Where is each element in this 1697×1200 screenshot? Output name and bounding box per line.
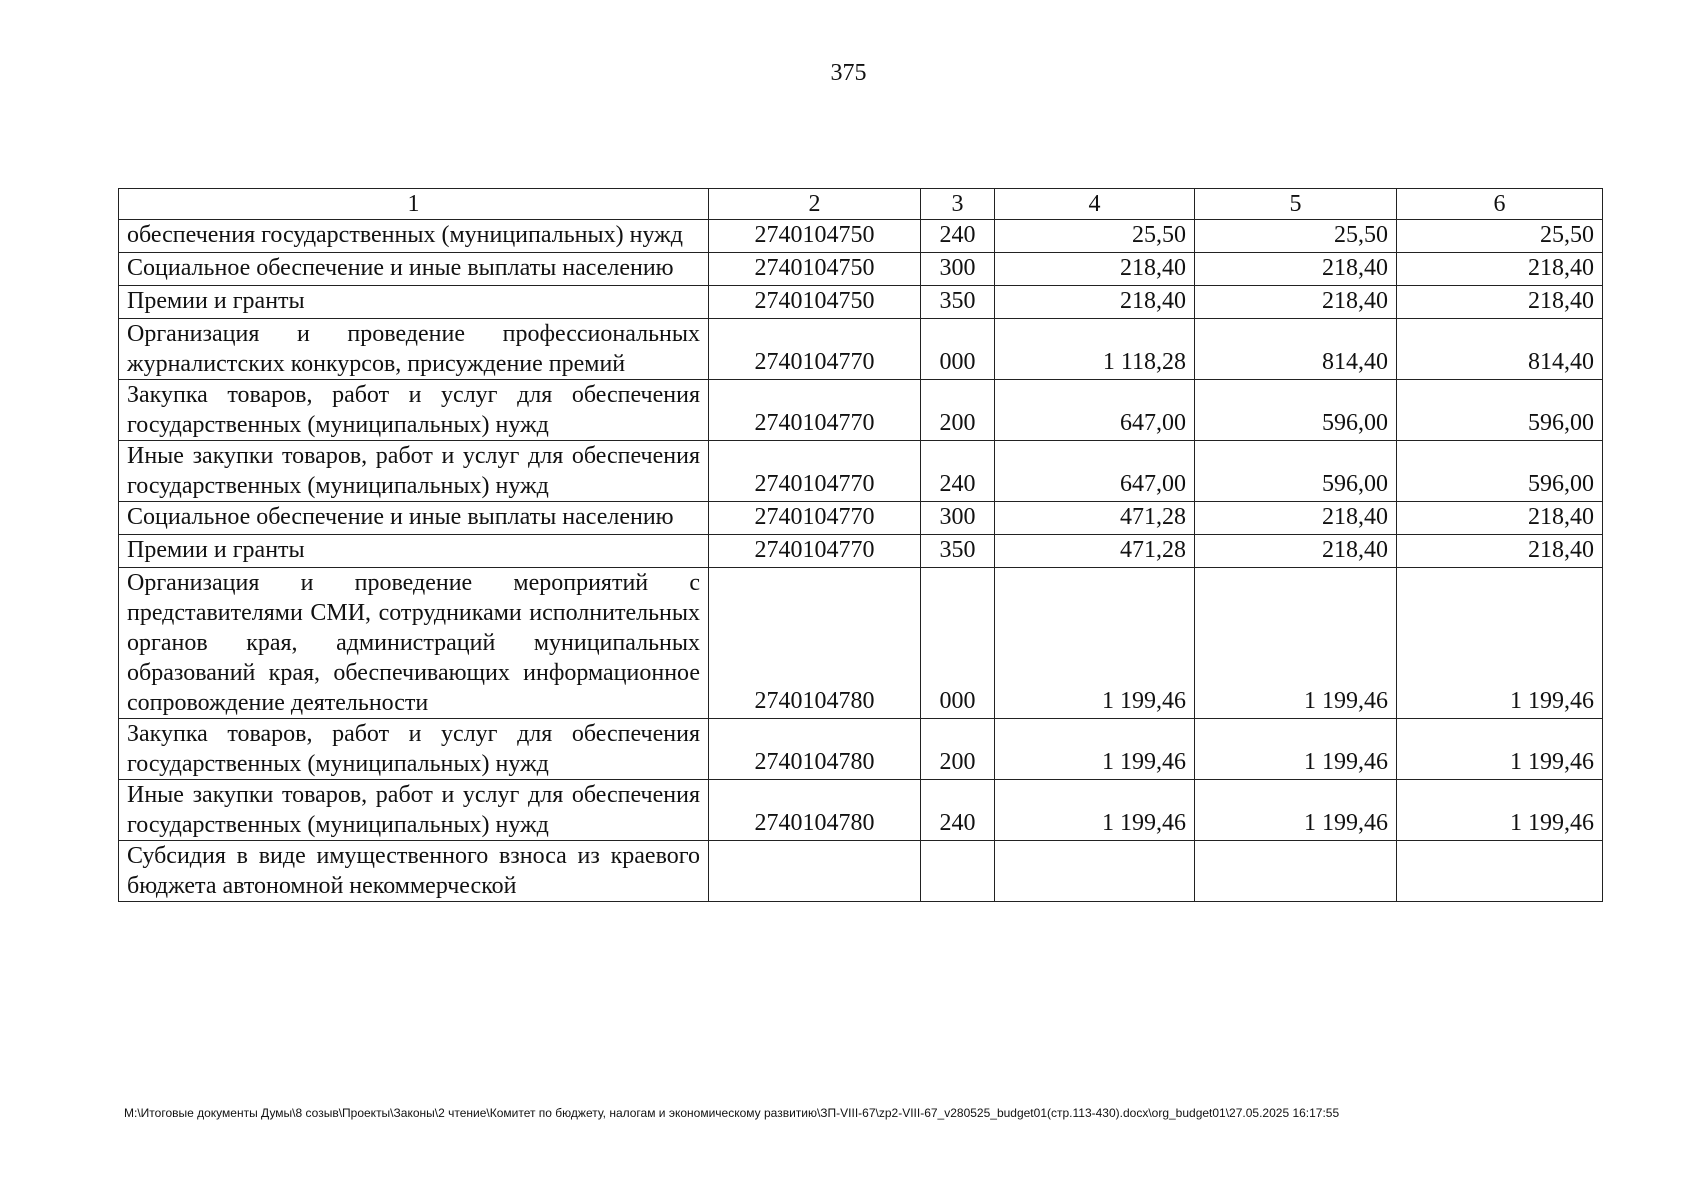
row-expense-type-cell: 300: [921, 502, 995, 535]
row-name-cell: Премии и гранты: [119, 535, 709, 568]
row-amount-1-cell: 1 199,46: [995, 780, 1195, 841]
header-col-5: 5: [1195, 189, 1397, 220]
footer-file-path: M:\Итоговые документы Думы\8 созыв\Проекты\Законы\2 чтение\Комитет по бюджету, налогам и экономическому развитию\ЗП-VIII-67\zp2-VIII-67_v280525_budget01(стр.113-430).docx\org_budget01\27.05.2025 16:17:55: [124, 1106, 1340, 1120]
table-row: [119, 319, 1603, 380]
table-row: [119, 502, 1603, 535]
row-amount-1-cell: 1 199,46: [995, 568, 1195, 719]
row-code-cell: 2740104770: [709, 535, 921, 568]
table-row: [119, 286, 1603, 319]
row-amount-1-cell: 647,00: [995, 380, 1195, 441]
header-col-1: 1: [119, 189, 709, 220]
table-row: [119, 380, 1603, 441]
row-amount-1-cell: 1 118,28: [995, 319, 1195, 380]
header-col-2: 2: [709, 189, 921, 220]
table-row: [119, 441, 1603, 502]
row-amount-3-cell: 218,40: [1397, 535, 1603, 568]
row-amount-3-cell: [1397, 841, 1603, 902]
row-amount-3-cell: 596,00: [1397, 380, 1603, 441]
row-name-cell: обеспечения государственных (муниципальных) нужд: [119, 220, 709, 253]
row-amount-1-cell: [995, 841, 1195, 902]
row-code-cell: 2740104750: [709, 286, 921, 319]
row-name-cell: Организация и проведение мероприятий с представителями СМИ, сотрудниками исполнительных органов края, администраций муниципальных образований края, обеспечивающих информационное сопровождение деятельности: [119, 568, 709, 719]
row-expense-type-cell: [921, 841, 995, 902]
table-row: [119, 719, 1603, 780]
row-expense-type-cell: 200: [921, 380, 995, 441]
row-amount-2-cell: 218,40: [1195, 502, 1397, 535]
table-row: [119, 535, 1603, 568]
row-amount-2-cell: 25,50: [1195, 220, 1397, 253]
row-code-cell: [709, 841, 921, 902]
row-amount-3-cell: 1 199,46: [1397, 568, 1603, 719]
table-row: [119, 253, 1603, 286]
page-number: 375: [830, 60, 867, 86]
row-amount-2-cell: [1195, 841, 1397, 902]
row-amount-1-cell: 471,28: [995, 535, 1195, 568]
table-row: [119, 780, 1603, 841]
row-code-cell: 2740104780: [709, 780, 921, 841]
row-amount-3-cell: 1 199,46: [1397, 719, 1603, 780]
row-expense-type-cell: 350: [921, 535, 995, 568]
row-code-cell: 2740104780: [709, 719, 921, 780]
row-amount-1-cell: 471,28: [995, 502, 1195, 535]
row-expense-type-cell: 000: [921, 568, 995, 719]
row-amount-1-cell: 218,40: [995, 286, 1195, 319]
row-amount-2-cell: 1 199,46: [1195, 780, 1397, 841]
table-row: [119, 568, 1603, 719]
row-expense-type-cell: 000: [921, 319, 995, 380]
row-amount-2-cell: 596,00: [1195, 380, 1397, 441]
table-row: [119, 220, 1603, 253]
row-code-cell: 2740104770: [709, 441, 921, 502]
row-amount-3-cell: 814,40: [1397, 319, 1603, 380]
row-amount-3-cell: 218,40: [1397, 253, 1603, 286]
row-code-cell: 2740104770: [709, 380, 921, 441]
row-amount-1-cell: 218,40: [995, 253, 1195, 286]
row-amount-3-cell: 596,00: [1397, 441, 1603, 502]
row-expense-type-cell: 300: [921, 253, 995, 286]
row-code-cell: 2740104750: [709, 253, 921, 286]
header-row: [119, 189, 1603, 220]
row-name-cell: Иные закупки товаров, работ и услуг для обеспечения государственных (муниципальных) нужд: [119, 441, 709, 502]
row-expense-type-cell: 350: [921, 286, 995, 319]
header-col-6: 6: [1397, 189, 1603, 220]
row-expense-type-cell: 200: [921, 719, 995, 780]
row-amount-1-cell: 1 199,46: [995, 719, 1195, 780]
row-name-cell: Закупка товаров, работ и услуг для обеспечения государственных (муниципальных) нужд: [119, 719, 709, 780]
row-amount-2-cell: 218,40: [1195, 286, 1397, 319]
row-name-cell: Премии и гранты: [119, 286, 709, 319]
row-amount-2-cell: 596,00: [1195, 441, 1397, 502]
table-body: [119, 220, 1603, 902]
row-name-cell: Закупка товаров, работ и услуг для обеспечения государственных (муниципальных) нужд: [119, 380, 709, 441]
row-code-cell: 2740104770: [709, 319, 921, 380]
table-row: [119, 841, 1603, 902]
row-expense-type-cell: 240: [921, 220, 995, 253]
row-name-cell: Организация и проведение профессиональных журналистских конкурсов, присуждение премий: [119, 319, 709, 380]
row-amount-1-cell: 647,00: [995, 441, 1195, 502]
row-name-cell: Субсидия в виде имущественного взноса из краевого бюджета автономной некоммерческой: [119, 841, 709, 902]
row-amount-2-cell: 814,40: [1195, 319, 1397, 380]
table-header: [119, 189, 1603, 220]
row-expense-type-cell: 240: [921, 780, 995, 841]
header-col-4: 4: [995, 189, 1195, 220]
row-code-cell: 2740104750: [709, 220, 921, 253]
row-amount-2-cell: 1 199,46: [1195, 568, 1397, 719]
row-expense-type-cell: 240: [921, 441, 995, 502]
row-amount-2-cell: 218,40: [1195, 253, 1397, 286]
row-amount-3-cell: 1 199,46: [1397, 780, 1603, 841]
row-name-cell: Иные закупки товаров, работ и услуг для обеспечения государственных (муниципальных) нужд: [119, 780, 709, 841]
row-amount-3-cell: 218,40: [1397, 286, 1603, 319]
row-code-cell: 2740104780: [709, 568, 921, 719]
row-code-cell: 2740104770: [709, 502, 921, 535]
row-name-cell: Социальное обеспечение и иные выплаты населению: [119, 502, 709, 535]
budget-table: [118, 188, 1603, 902]
row-amount-3-cell: 25,50: [1397, 220, 1603, 253]
row-amount-3-cell: 218,40: [1397, 502, 1603, 535]
row-amount-2-cell: 1 199,46: [1195, 719, 1397, 780]
row-name-cell: Социальное обеспечение и иные выплаты населению: [119, 253, 709, 286]
header-col-3: 3: [921, 189, 995, 220]
row-amount-2-cell: 218,40: [1195, 535, 1397, 568]
row-amount-1-cell: 25,50: [995, 220, 1195, 253]
